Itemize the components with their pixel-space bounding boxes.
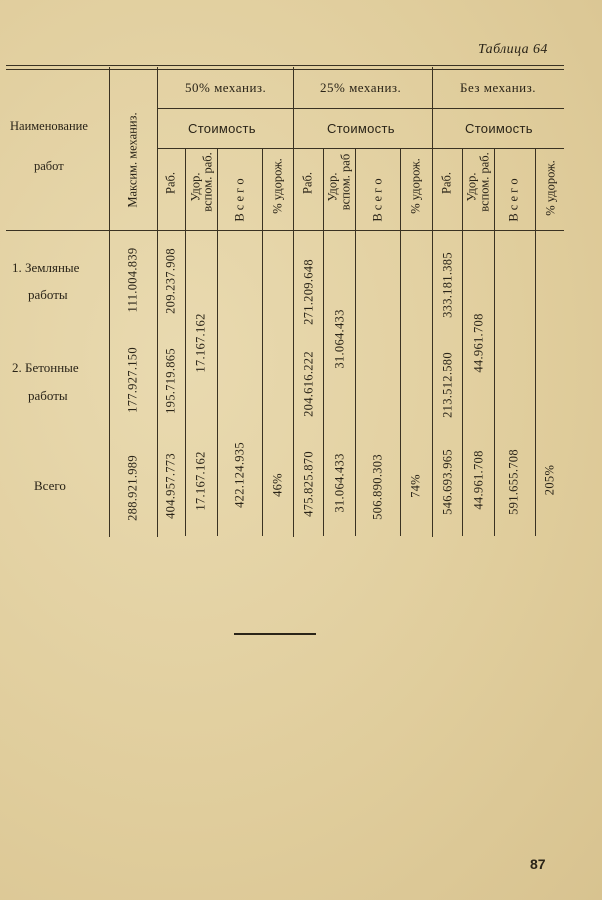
subheader-udor-1: Удор. — [325, 172, 340, 202]
subheader-rab: Раб. — [163, 172, 178, 194]
row-label-earth-1: 1. Земляные — [12, 260, 80, 275]
subheader-udor-2: вспом. раб — [338, 153, 353, 211]
cell-50-rab-total: 404.957.773 — [163, 453, 178, 519]
cell-50-vsego-total: 422.124.935 — [232, 442, 247, 508]
cell-0-pct: 205% — [542, 464, 557, 496]
top-rule — [6, 65, 564, 66]
col-line — [262, 148, 263, 536]
header-name-line1: Наименование — [10, 119, 88, 133]
subheader-pct: % удорож. — [270, 158, 285, 214]
cell-0-rab-concrete: 213.512.580 — [440, 352, 455, 418]
subheader-udor-2: вспом. раб. — [200, 152, 215, 212]
row-label-concrete-2: работы — [28, 388, 68, 403]
cell-25-rab-earth: 271.209.648 — [301, 259, 316, 325]
cell-25-rab-total: 475.825.870 — [301, 451, 316, 517]
col-line — [157, 67, 158, 537]
col-line — [185, 148, 186, 536]
group-header-25: 25% механиз. — [320, 80, 402, 95]
group-header-none: Без механиз. — [460, 80, 537, 95]
col-line — [109, 67, 110, 537]
cell-25-vsego-total: 506.890.303 — [370, 454, 385, 520]
subheader-vsego: В с е г о — [506, 178, 521, 222]
row-label-total: Всего — [34, 478, 66, 493]
col-line — [217, 148, 218, 536]
subheader-pct: % удорож. — [543, 160, 558, 216]
cost-header-50: Стоимость — [188, 121, 256, 136]
header-name-line2: работ — [34, 159, 64, 173]
cell-50-rab-concrete: 195.719.865 — [163, 348, 178, 414]
cell-max-total: 288.921.989 — [125, 455, 140, 521]
table-caption: Таблица 64 — [478, 42, 548, 57]
cost-header-25: Стоимость — [327, 121, 395, 136]
subheader-pct: % удорож. — [408, 158, 423, 214]
col-line — [323, 148, 324, 536]
cell-0-vsego-total: 591.655.708 — [506, 449, 521, 515]
header-max-mech: Максим. механиз. — [125, 112, 140, 208]
separator-rule — [234, 633, 316, 635]
cell-max-concrete: 177.927.150 — [125, 347, 140, 413]
subheader-udor-2: вспом. раб. — [477, 152, 492, 212]
cell-0-rab-total: 546.693.965 — [440, 449, 455, 515]
cell-50-rab-earth: 209.237.908 — [163, 248, 178, 314]
group-rule-2 — [157, 148, 564, 149]
cell-0-udor-total: 44.961.708 — [471, 450, 486, 510]
col-line — [462, 148, 463, 536]
cell-25-pct: 74% — [408, 474, 423, 498]
group-rule — [157, 108, 564, 109]
row-label-concrete-1: 2. Бетонные — [12, 360, 79, 375]
cell-max-earth: 111.004.839 — [125, 247, 140, 313]
col-line — [355, 148, 356, 536]
cell-25-rab-concrete: 204.616.222 — [301, 351, 316, 417]
subheader-rab: Раб. — [300, 172, 315, 194]
subheader-udor-1: Удор. — [188, 172, 203, 202]
subheader-vsego: В с е г о — [370, 178, 385, 222]
cell-0-rab-earth: 333.181.385 — [440, 252, 455, 318]
cell-50-pct: 46% — [270, 473, 285, 497]
cell-0-udor-mid: 44.961.708 — [471, 313, 486, 373]
col-line — [432, 67, 433, 537]
subheader-rab: Раб. — [439, 172, 454, 194]
cost-header-none: Стоимость — [465, 121, 533, 136]
col-line — [535, 148, 536, 536]
cell-50-udor-total: 17.167.162 — [193, 451, 208, 511]
page-number: 87 — [530, 856, 546, 872]
col-line — [494, 148, 495, 536]
row-label-earth-2: работы — [28, 287, 68, 302]
header-rule — [6, 230, 564, 231]
subheader-vsego: В с е г о — [232, 178, 247, 222]
cell-25-udor-total: 31.064.433 — [332, 453, 347, 513]
col-line — [400, 148, 401, 536]
cell-25-udor-mid: 31.064.433 — [332, 309, 347, 369]
top-rule-2 — [6, 69, 564, 70]
subheader-udor-1: Удор. — [464, 172, 479, 202]
cell-50-udor-mid: 17.167.162 — [193, 313, 208, 373]
col-line — [293, 67, 294, 537]
group-header-50: 50% механиз. — [185, 80, 267, 95]
